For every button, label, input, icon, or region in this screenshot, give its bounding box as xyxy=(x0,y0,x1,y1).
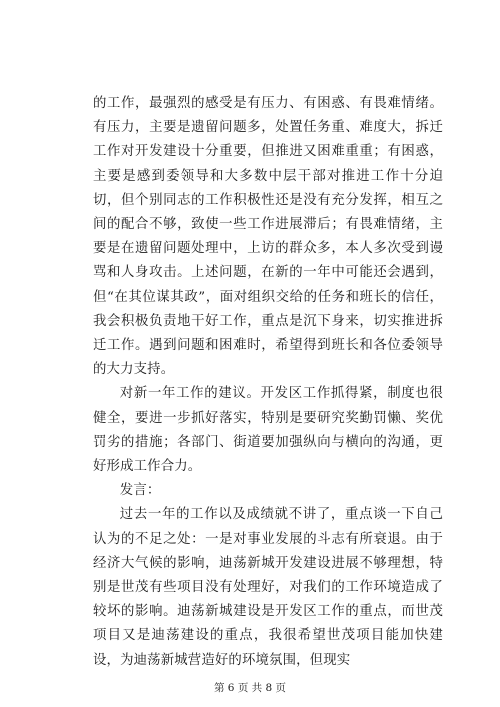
paragraph-4: 过去一年的工作以及成绩就不讲了，重点谈一下自己认为的不足之处：一是对事业发展的斗志有所衰退。由于经济大气候的影响，迪荡新城开发建设进展不够理想，特别是世茂有些项目没有处理好，对我们的工作环境造成了较坏的影响。迪荡新城建设是开发区工作的重点，而世茂项目又是迪荡建设的重点，我很希望世茂项目能加快建设，为迪荡新城营造好的环境氛围，但现实 xyxy=(93,507,443,668)
paragraph-2: 对新一年工作的建议。开发区工作抓得紧，制度也很健全，要进一步抓好落实，特别是要研究奖勤罚懒、奖优罚劣的措施；各部门、街道要加强纵向与横向的沟通，更好形成工作合力。 xyxy=(93,386,443,475)
page-number-footer: 第 6 页 共 8 页 xyxy=(213,682,287,694)
document-body xyxy=(93,92,443,673)
paragraph-3-heading: 发言： xyxy=(119,483,161,499)
paragraph-1: 的工作，最强烈的感受是有压力、有困惑、有畏难情绪。有压力，主要是遗留问题多，处置任务重、难度大，拆迁工作对开发建设十分重要，但推进又困难重重；有困惑，主要是感到委领导和大多数中层干部对推进工作十分迫切，但个别同志的工作积极性还是没有充分发挥，相互之间的配合不够，致使一些工作进展滞后；有畏难情绪，主要是在遗留问题处理中，上访的群众多，本人多次受到谩骂和人身攻击。上述问题，在新的一年中可能还会遇到，但“在其位谋其政”，面对组织交给的任务和班长的信任，我会积极负责地干好工作，重点是沉下身来，切实推进拆迁工作。遇到问题和困难时，希望得到班长和各位委领导的大力支持。 xyxy=(93,96,443,378)
